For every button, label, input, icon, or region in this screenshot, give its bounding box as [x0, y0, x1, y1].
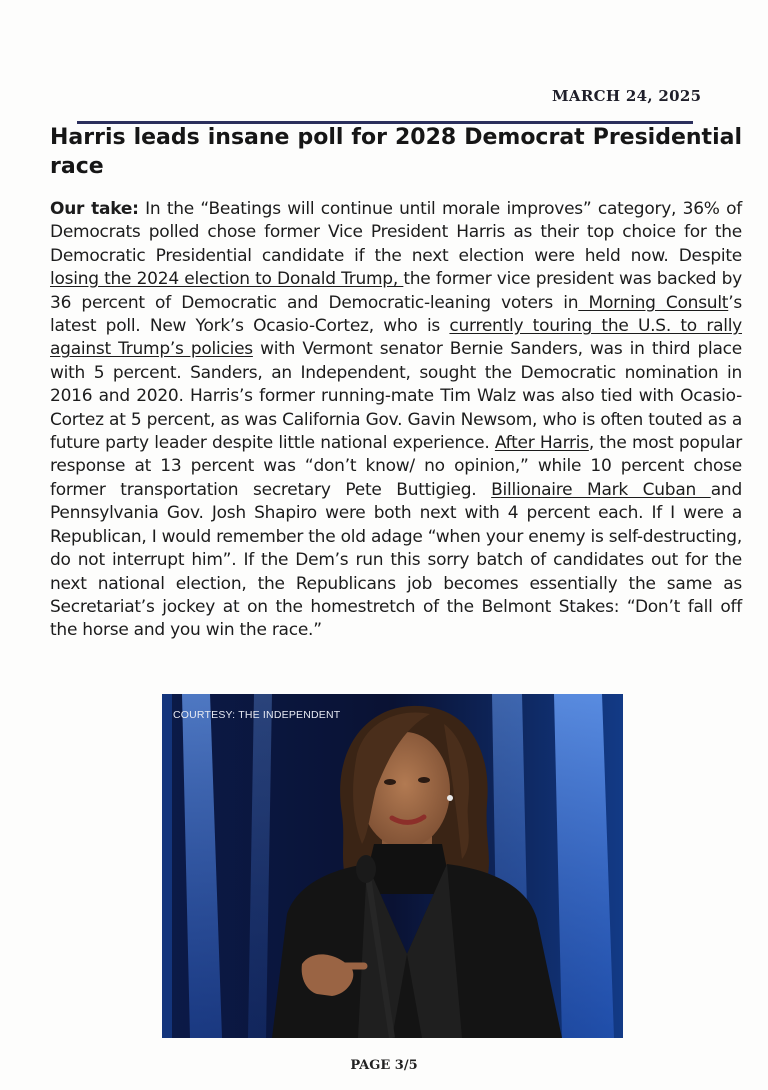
body-text: , the most popular response at 13 percent was “don’t know/ no opinion,” while 10 percent chose former transportation secretary Pete Buttigieg. [50, 433, 742, 500]
link-2024-election[interactable]: losing the 2024 election to Donald Trump, [50, 269, 404, 290]
link-mark-cuban[interactable]: Billionaire Mark Cuban [491, 479, 711, 500]
link-touring-rally[interactable]: currently touring the U.S. to rally against Trump’s policies [50, 316, 742, 360]
body-text: ’s latest poll. New York’s Ocasio-Cortez, who is [50, 292, 742, 337]
link-after-harris[interactable]: After Harris [494, 433, 589, 454]
body-text: and Pennsylvania Gov. Josh Shapiro were both next with 4 percent each. If I were a Republican, I would remember the old adage “when your enemy is self-destructing, do not interrupt him”. If the Dem’s run this sorry batch of candidates out for the next national election, the Republicans job becomes essentially the same as Secretariat’s jockey at on the homestretch of the Belmont Stakes: “Don’t fall off the horse and you win the race.” [50, 479, 742, 641]
body-text: In the “Beatings will continue until morale improves” category, 36% of Democrats polled chose former Vice President Harris as their top choice for the Democratic Presidential candidate if the next election were held now. Despite [50, 199, 742, 266]
link-morning-consult[interactable]: Morning Consult [578, 292, 729, 313]
issue-date: MARCH 24, 2025 [552, 87, 702, 105]
article-headline: Harris leads insane poll for 2028 Democrat Presidential race [50, 125, 742, 179]
body-text: with Vermont senator Bernie Sanders, was in third place with 5 percent. Sanders, an Independent, sought the Democratic nomination in 2016 and 2020. Harris’s former running-mate Tim Walz was also tied with Ocasio-Cortez at 5 percent, as was California Gov. Gavin Newsom, who is often touted as a future party leader despite little national experience. [50, 339, 742, 454]
page-number: PAGE 3/5 [350, 1058, 418, 1073]
photo-credit: COURTESY: THE INDEPENDENT [173, 709, 341, 721]
article-photo [162, 694, 623, 1038]
lead-label: Our take: [50, 199, 139, 219]
article-body [50, 198, 742, 643]
body-text: the former vice president was backed by 36 percent of Democratic and Democratic-leaning voters in [50, 269, 742, 313]
speaker-illustration [162, 694, 623, 1038]
